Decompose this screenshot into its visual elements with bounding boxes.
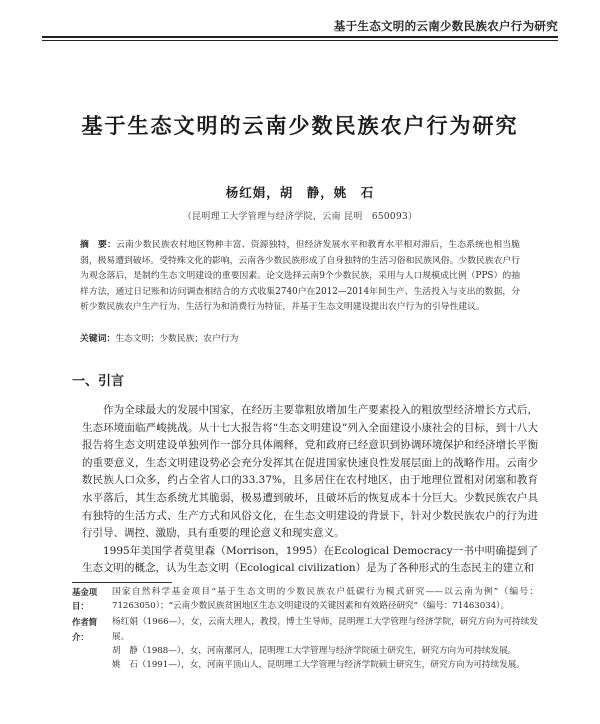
keywords (80, 332, 520, 346)
running-header (0, 0, 600, 40)
keywords-text: 生态文明；少数民族；农户行为 (115, 334, 239, 344)
body-paragraph: 作为全球最大的发展中国家，在经历主要靠粗放增加生产要素投入的粗放型经济增长方式后，生态环境面临严峻挑战。从十七大报告将“生态文明建设”列入全面建设小康社会的目标，到十八大报告将生态文明建设单独列作一部分具体阐释，党和政府已经意识到协调环境保护和经济增长平衡的重要意义，生态文明建设势必会充分发挥其在促进国家快速良性发展层面上的战略作用。云南少数民族人口众多，约占全省人口的33.37%，且多居住在农村地区，由于地理位置相对闭塞和教育水平落后，其生态系统尤其脆弱，极易遭到破坏，且破坏后的恢复成本十分巨大。少数民族农户具有独特的生活方式、生产方式和风俗文化，在生态文明建设的背景下，针对少数民族农户的行为进行引导、调控、激励，具有重要的理论意义和现实意义。 (82, 404, 538, 540)
header-rule-thin (42, 40, 558, 41)
funding-note (72, 585, 538, 613)
author-bio: 杨红娟（1966—），女，云南大理人，教授，博士生导师，昆明理工大学管理与经济学院，研究方向为可持续发展。 (112, 617, 538, 642)
funding-label: 基金项目： (72, 587, 98, 612)
body-text (82, 402, 538, 578)
author-note (72, 658, 538, 672)
abstract-text: 云南少数民族农村地区物种丰富、资源独特，但经济发展水平和教育水平相对滞后，生态系统也相当脆弱，极易遭到破坏。受特殊文化的影响，云南各少数民族形成了自身独特的生活习俗和民族风俗。少数民族农户行为观念落后，是制约生态文明建设的重要因素。论文选择云南9个少数民族，采用与人口规模成比例（PPS）的抽样方法，通过日记账和访问调查相结合的方式收集2740户在2012—2014年间生产、生活投入与支出的数据，分析少数民族农户生产行为、生活行为和消费行为特征，并基于生态文明建设提出农户行为的引导性建议。 (80, 240, 520, 313)
author-note (72, 644, 538, 658)
paper-title: 基于生态文明的云南少数民族农户行为研究 (81, 113, 519, 138)
authors: 杨红娟，胡 静，姚 石 (225, 185, 375, 200)
body-paragraph: 1995年美国学者莫里森（Morrison，1995）在Ecological Democracy一书中明确提到了生态文明的概念，认为生态文明（Ecological civilization）是为了各种形式的生态民主的建立和 (82, 544, 538, 575)
footnote-rule (72, 582, 172, 583)
footnotes (72, 585, 538, 672)
affiliation: （昆明理工大学管理与经济学院，云南 昆明 650093） (182, 212, 418, 222)
author-bio: 姚 石（1991—），女，河南平顶山人，昆明理工大学管理与经济学院硕士研究生，研究方向为可持续发展。 (112, 660, 525, 671)
author-label: 作者简介： (72, 617, 98, 642)
section-heading-introduction: 一、引言 (72, 374, 125, 389)
funding-text: 国家自然科学基金项目“基于生态文明的少数民族农户低碳行为模式研究——以云南为例”（编号：71263050）；“云南少数民族贫困地区生态文明建设的关键因素和有效路径研究”（编号：71463034）。 (112, 587, 538, 612)
running-header-title: 基于生态文明的云南少数民族农户行为研究 (333, 19, 558, 33)
keywords-label: 关键词： (80, 334, 116, 344)
abstract-label: 摘 要： (80, 240, 116, 250)
author-note (72, 615, 538, 643)
author-bio: 胡 静（1988—），女，河南漯河人，昆明理工大学管理与经济学院硕士研究生，研究方向为可持续发展。 (112, 645, 517, 656)
abstract (80, 238, 520, 316)
header-rule (42, 36, 558, 38)
